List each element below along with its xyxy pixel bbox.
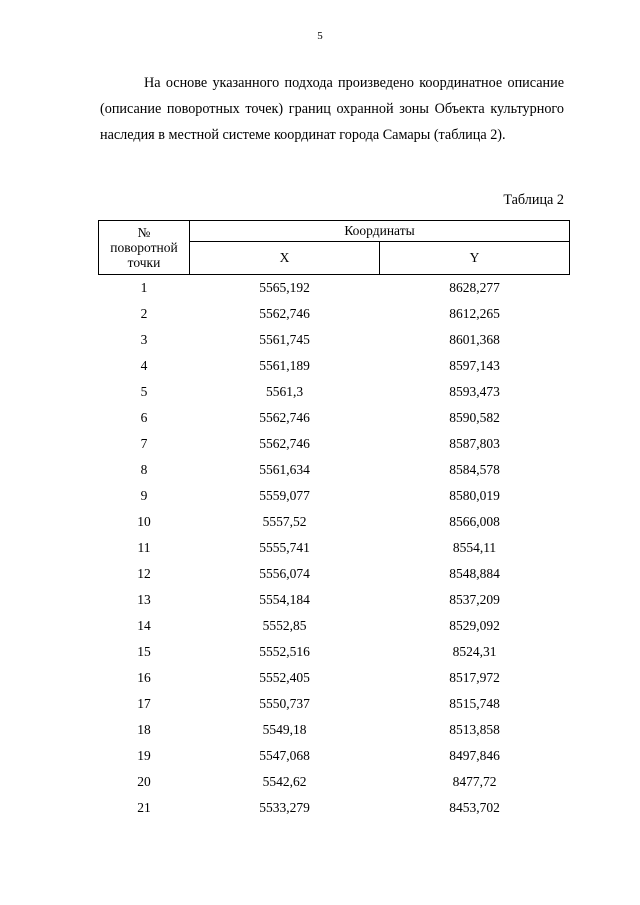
x-cell: 5533,279 <box>259 800 310 815</box>
x-cell: 5547,068 <box>259 748 310 763</box>
intro-paragraph <box>100 70 564 148</box>
paragraph-line-4: Самары (таблица 2). <box>382 127 506 143</box>
x-cell: 5562,746 <box>259 410 310 425</box>
point-number-cell: 10 <box>137 514 151 529</box>
point-number-cell: 3 <box>140 332 148 347</box>
table-row <box>99 509 570 535</box>
point-number-cell: 19 <box>137 748 151 763</box>
table-row <box>99 639 570 665</box>
table-row <box>99 587 570 613</box>
table-row <box>99 457 570 483</box>
x-cell: 5565,192 <box>259 280 310 295</box>
x-cell: 5556,074 <box>259 566 310 581</box>
coordinates-table <box>98 220 570 821</box>
point-number-cell: 17 <box>137 696 151 711</box>
y-cell: 8513,858 <box>449 722 500 737</box>
x-cell: 5555,741 <box>259 540 310 555</box>
point-number-cell: 20 <box>137 774 151 789</box>
y-cell: 8593,473 <box>449 384 500 399</box>
x-cell: 5561,634 <box>259 462 310 477</box>
header-num-sign: № <box>137 225 151 240</box>
point-number-cell: 8 <box>140 462 148 477</box>
y-cell: 8453,702 <box>449 800 500 815</box>
table-caption: Таблица 2 <box>503 192 564 208</box>
y-cell: 8529,092 <box>449 618 500 633</box>
table-row <box>99 795 570 821</box>
header-num-line3: точки <box>127 255 161 270</box>
y-cell: 8554,11 <box>452 540 497 555</box>
y-cell: 8612,265 <box>449 306 500 321</box>
header-point-number <box>99 221 190 275</box>
table-body <box>99 275 570 822</box>
x-cell: 5561,3 <box>265 384 304 399</box>
x-cell: 5552,405 <box>259 670 310 685</box>
x-cell: 5562,746 <box>259 306 310 321</box>
point-number-cell: 5 <box>140 384 148 399</box>
table-row <box>99 405 570 431</box>
point-number-cell: 9 <box>140 488 148 503</box>
y-cell: 8628,277 <box>449 280 500 295</box>
paragraph-line-3: Объекта культурного наследия в местной системе координат города <box>100 101 564 143</box>
y-cell: 8548,884 <box>449 566 500 581</box>
table-row <box>99 717 570 743</box>
table-row <box>99 769 570 795</box>
y-cell: 8566,008 <box>449 514 500 529</box>
y-cell: 8517,972 <box>449 670 500 685</box>
paragraph-line-2: описание (описание поворотных точек) границ охранной зоны <box>100 75 564 117</box>
x-cell: 5552,85 <box>262 618 307 633</box>
table-row <box>99 275 570 302</box>
point-number-cell: 2 <box>140 306 148 321</box>
point-number-cell: 21 <box>137 800 151 815</box>
table-row <box>99 691 570 717</box>
point-number-cell: 15 <box>137 644 151 659</box>
point-number-cell: 4 <box>140 358 148 373</box>
table-row <box>99 431 570 457</box>
x-cell: 5552,516 <box>259 644 310 659</box>
y-cell: 8601,368 <box>449 332 500 347</box>
table-row <box>99 353 570 379</box>
table-row <box>99 379 570 405</box>
header-x: X <box>190 242 380 275</box>
y-cell: 8587,803 <box>449 436 500 451</box>
x-cell: 5550,737 <box>259 696 310 711</box>
header-y: Y <box>380 242 570 275</box>
point-number-cell: 11 <box>137 540 151 555</box>
point-number-cell: 14 <box>137 618 151 633</box>
table-row <box>99 743 570 769</box>
y-cell: 8584,578 <box>449 462 500 477</box>
y-cell: 8524,31 <box>452 644 497 659</box>
table-row <box>99 327 570 353</box>
y-cell: 8597,143 <box>449 358 500 373</box>
paragraph-line-1: На основе указанного подхода произведено координатное <box>144 75 503 91</box>
y-cell: 8515,748 <box>449 696 500 711</box>
page-number: 5 <box>317 30 323 42</box>
point-number-cell: 7 <box>140 436 148 451</box>
table-row <box>99 665 570 691</box>
point-number-cell: 13 <box>137 592 151 607</box>
table-row <box>99 483 570 509</box>
x-cell: 5561,745 <box>259 332 310 347</box>
y-cell: 8537,209 <box>449 592 500 607</box>
point-number-cell: 12 <box>137 566 151 581</box>
table-row <box>99 301 570 327</box>
x-cell: 5557,52 <box>262 514 307 529</box>
x-cell: 5554,184 <box>259 592 310 607</box>
point-number-cell: 6 <box>140 410 148 425</box>
table-header <box>99 221 570 275</box>
table-row <box>99 561 570 587</box>
point-number-cell: 18 <box>137 722 151 737</box>
x-cell: 5549,18 <box>262 722 307 737</box>
table-row <box>99 613 570 639</box>
y-cell: 8590,582 <box>449 410 500 425</box>
point-number-cell: 16 <box>137 670 151 685</box>
x-cell: 5559,077 <box>259 488 310 503</box>
x-cell: 5561,189 <box>259 358 310 373</box>
header-coordinates: Координаты <box>190 221 570 242</box>
y-cell: 8497,846 <box>449 748 500 763</box>
y-cell: 8580,019 <box>449 488 500 503</box>
x-cell: 5542,62 <box>262 774 307 789</box>
y-cell: 8477,72 <box>452 774 497 789</box>
point-number-cell: 1 <box>140 280 148 295</box>
table-row <box>99 535 570 561</box>
header-num-line2: поворотной <box>110 240 178 255</box>
x-cell: 5562,746 <box>259 436 310 451</box>
